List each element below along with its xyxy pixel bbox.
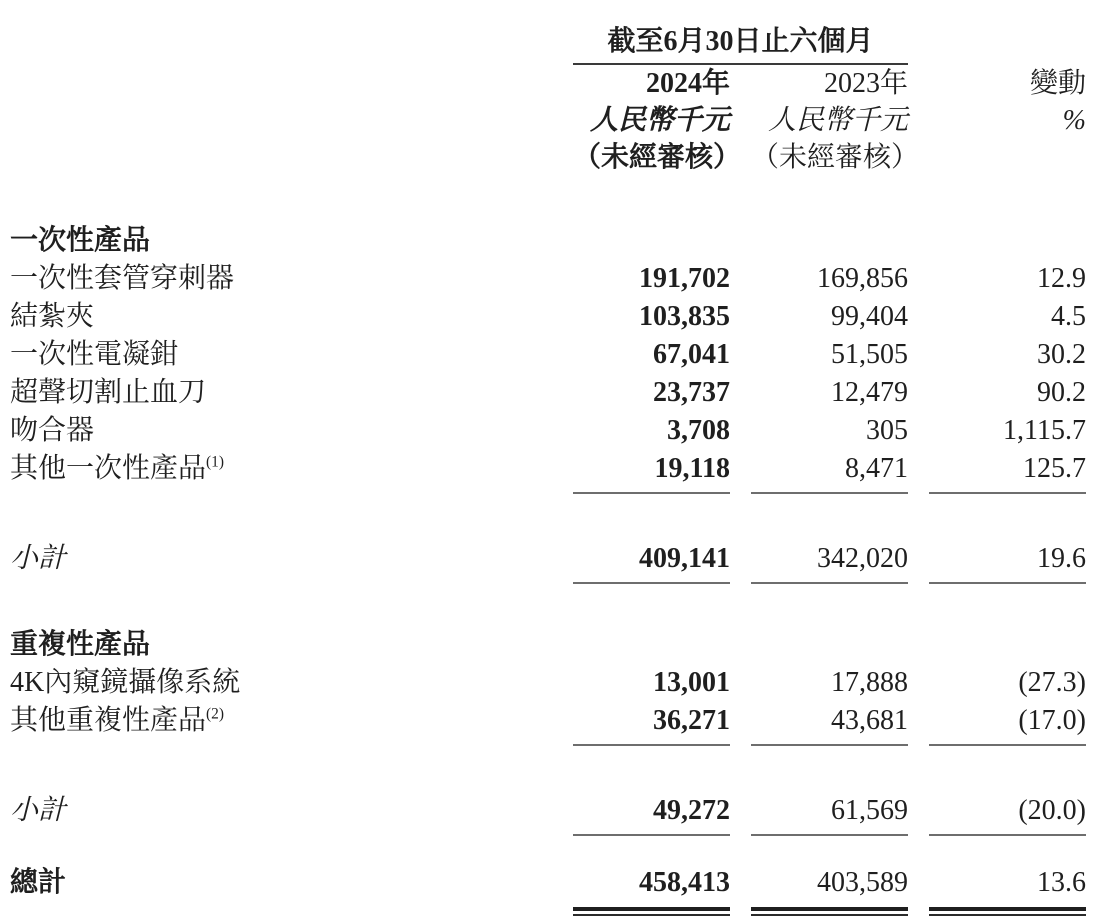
change-percent: (27.3) <box>1018 667 1086 698</box>
change-percent: 19.6 <box>929 540 1086 584</box>
table-row <box>10 374 1086 412</box>
value-2024: 49,272 <box>573 792 730 836</box>
column-header-year-2023: 2023年 <box>823 68 908 99</box>
change-percent: 30.2 <box>1037 339 1086 370</box>
row-label: 其他重複性產品$^{(2)}$ <box>10 705 224 736</box>
row-label: 4K內窺鏡攝像系統 <box>10 667 241 698</box>
row-label: 結紮夾 <box>10 301 95 332</box>
period-header: 截至6月30日止六個月 <box>573 24 908 65</box>
value-2023: 403,589 <box>751 864 908 911</box>
table-header-spanner-row <box>10 24 1086 65</box>
change-percent: (17.0) <box>929 702 1086 746</box>
table-row <box>10 336 1086 374</box>
row-label: 吻合器 <box>10 415 95 446</box>
change-percent: 125.7 <box>929 450 1086 494</box>
value-2024: 3,708 <box>667 415 730 446</box>
value-2024: 409,141 <box>573 540 730 584</box>
row-label: 一次性套管穿刺器 <box>10 263 235 294</box>
value-2024: 19,118 <box>573 450 730 494</box>
spacer <box>10 65 552 102</box>
column-header-change: 變動 <box>1029 68 1086 99</box>
spacer <box>10 139 552 176</box>
spacer <box>929 24 1086 65</box>
table-row <box>10 298 1086 336</box>
value-2024: 191,702 <box>639 263 730 294</box>
change-percent: (20.0) <box>929 792 1086 836</box>
row-label: 一次性電凝鉗 <box>10 339 179 370</box>
change-percent: 13.6 <box>929 864 1086 911</box>
value-2024: 103,835 <box>639 301 730 332</box>
column-unit-2024: 人民幣千元 <box>589 105 730 136</box>
value-2023: 12,479 <box>831 377 908 408</box>
table-row <box>10 260 1086 298</box>
column-header-year-2024: 2024年 <box>645 68 730 99</box>
value-2023: 305 <box>866 415 908 446</box>
row-label: 其他一次性產品$^{(1)}$ <box>10 453 224 484</box>
column-audit-2024: （未經審核） <box>573 142 742 173</box>
table-header-audit-row <box>10 139 1086 176</box>
value-2023: 43,681 <box>751 702 908 746</box>
value-2024: 23,737 <box>653 377 730 408</box>
section-row-disposable <box>10 222 1086 260</box>
value-2024: 458,413 <box>573 864 730 911</box>
value-2023: 99,404 <box>831 301 908 332</box>
table-row <box>10 412 1086 450</box>
footnote-marker: (1) <box>206 453 224 471</box>
table-header-unit-row <box>10 102 1086 139</box>
table-row <box>10 450 1086 494</box>
value-2024: 36,271 <box>573 702 730 746</box>
value-2023: 169,856 <box>817 263 908 294</box>
grand-total-row <box>10 864 1086 911</box>
footnote-marker: (2) <box>206 705 224 723</box>
subtotal-row-disposable <box>10 540 1086 584</box>
value-2023: 342,020 <box>751 540 908 584</box>
change-percent: 12.9 <box>1037 263 1086 294</box>
column-unit-change: % <box>1062 105 1086 136</box>
row-label: 小計 <box>10 795 67 826</box>
change-percent: 4.5 <box>1051 301 1086 332</box>
value-2023: 8,471 <box>751 450 908 494</box>
section-title: 重複性產品 <box>10 629 151 660</box>
row-label: 超聲切割止血刀 <box>10 377 207 408</box>
value-2024: 13,001 <box>653 667 730 698</box>
change-percent: 1,115.7 <box>1003 415 1086 446</box>
section-title: 一次性產品 <box>10 225 151 256</box>
value-2023: 51,505 <box>831 339 908 370</box>
row-label: 小計 <box>10 543 67 574</box>
value-2023: 17,888 <box>831 667 908 698</box>
column-audit-change <box>929 139 1086 176</box>
table-row <box>10 664 1086 702</box>
row-label: 總計 <box>10 867 67 898</box>
subtotal-row-reusable <box>10 792 1086 836</box>
change-percent: 90.2 <box>1037 377 1086 408</box>
column-unit-2023: 人民幣千元 <box>767 105 908 136</box>
spacer <box>10 24 552 65</box>
spacer <box>10 102 552 139</box>
value-2023: 61,569 <box>751 792 908 836</box>
column-audit-2023: （未經審核） <box>751 142 920 173</box>
table-row <box>10 702 1086 746</box>
value-2024: 67,041 <box>653 339 730 370</box>
table-header-year-row <box>10 65 1086 102</box>
section-row-reusable <box>10 626 1086 664</box>
